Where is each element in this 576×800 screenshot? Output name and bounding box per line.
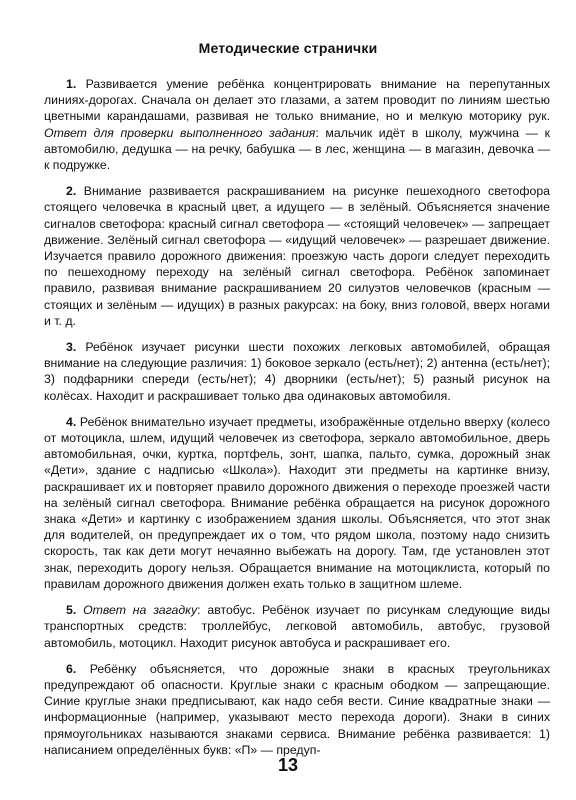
paragraph-emphasis: Ответ для проверки выполненного задания: [44, 125, 316, 140]
paragraph-number: 2.: [66, 184, 77, 199]
page-title: Методические странички: [198, 40, 378, 56]
paragraph-number: 3.: [66, 340, 77, 355]
paragraph-3: [44, 339, 550, 404]
paragraph-2: [44, 183, 550, 329]
paragraph-number: 6.: [66, 661, 77, 676]
paragraph-text: Ребёнок изучает рисунки шести похожих легковых автомобилей, обращая внимание на следующие различия: 1) боковое зеркало (есть/нет); 2) антенна (есть/нет); 3) подфарники спереди (есть/нет); 4) дворники (есть/нет); 5) разный рисунок на колёсах. Находит и раскрашивает только два одинаковых автомобиля.: [44, 340, 550, 403]
paragraph-4: [44, 414, 550, 592]
paragraph-text-tail: : автобус. Ребёнок изучает по рисункам следующие виды транспортных средств: троллейбус, легковой автомобиль, автобус, грузовой автомобиль, мотоцикл. Находит рисунок автобуса и раскрашивает его.: [44, 603, 550, 650]
page-number: 13: [277, 755, 299, 775]
paragraph-text: Ребёнку объясняется, что дорожные знаки в красных треугольниках предупреждают об опасности. Круглые знаки с красным ободком — запрещающие. Синие круглые знаки предписывают, как надо себя вести. Синие квадратные знаки — информационные (например, указывают место перехода дороги). Знаки в синих прямоугольниках называются знаками сервиса. Внимание ребёнка развивается: 1) написанием определённых букв: «П» — предуп-: [44, 661, 550, 757]
paragraph-text: Ребёнок внимательно изучает предметы, изображённые отдельно вверху (колесо от мотоцикла, шлем, идущий человечек из светофора, зеркало автомобильное, дверь автомобильная, очки, куртка, портфель, зонт, шапка, пальто, сумка, дорожный знак «Дети», здание с надписью «Школа»). Находит эти предметы на картинке внизу, раскрашивает их и повторяет правило дорожного движения о переходе проезжей части на зелёный сигнал светофора. Внимание ребёнка обращается на рисунок дорожного знака «Дети» и картинку с изображением здания школы. Объясняется, что этот знак для водителей, он предупреждает их о том, что рядом школа, поэтому надо снизить скорость, так как дети могут нечаянно выбежать на дорогу. Там, где установлен этот знак, переходить дорогу нельзя. Обращается внимание на мотоциклиста, который по правилам дорожного движения должен ехать только в защитном шлеме.: [44, 414, 550, 591]
paragraph-emphasis: Ответ на загадку: [83, 603, 198, 618]
paragraph-5: [44, 602, 550, 651]
paragraph-text: Развивается умение ребёнка концентрировать внимание на перепутанных линиях-дорогах. Сначала он делает это глазами, а затем проводит по линиям шестью цветными карандашами, развивая не только внимание, но и мелкую моторику рук.: [44, 77, 550, 124]
paragraph-number: 1.: [66, 77, 77, 91]
paragraph-number: 4.: [66, 414, 77, 429]
page-body: [44, 76, 550, 768]
paragraph-6: [44, 661, 550, 758]
paragraph-1: [44, 76, 550, 173]
paragraph-number: 5.: [66, 603, 77, 618]
paragraph-text: Внимание развивается раскрашиванием на рисунке пешеходного светофора стоящего человечка в красный цвет, а идущего — в зелёный. Объясняется значение сигналов светофора: красный сигнал светофора — «стоящий человечек» — запрещает движение. Зелёный сигнал светофора — «идущий человечек» — разрешает движение. Изучается правило дорожного движения: проезжую часть дороги следует переходить по пешеходному переходу на зелёный сигнал светофора. Ребёнок запоминает правило, развивая внимание раскрашиванием 20 силуэтов человечков (красным — стоящих и зелёным — идущих) в разных ракурсах: на боку, вниз головой, вверх ногами и т. д.: [44, 184, 550, 328]
paragraph-text-tail: : мальчик идёт в школу, мужчина — к автомобилю, дедушка — на речку, бабушка — в лес, женщина — в магазин, девочка — к подружке.: [44, 125, 550, 173]
